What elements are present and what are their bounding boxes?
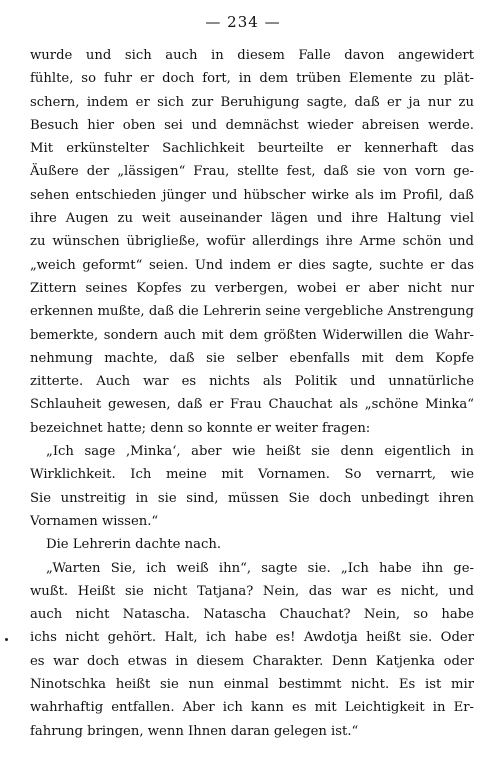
text-line: Vornamen wissen.“ — [30, 513, 159, 529]
text-line: Besuch hier oben sei und demnächst wieder abreisen werde. — [30, 117, 474, 133]
text-line: Mit erkünstelter Sachlichkeit beurteilte er kennerhaft das — [30, 141, 474, 157]
text-line: „weich geformt“ seien. Und indem er dies sagte, suchte er das — [30, 257, 474, 273]
body-text — [30, 44, 474, 743]
text-line: nehmung machte, daß sie selber ebenfalls mit dem Kopfe — [30, 350, 474, 366]
text-line: zu wünschen übrigließe, wofür allerdings ihre Arme schön und — [30, 234, 474, 250]
text-line: schern, indem er sich zur Beruhigung sagte, daß er ja nur zu — [30, 94, 474, 110]
text-line: Äußere der „lässigen“ Frau, stellte fest, daß sie von vorn ge- — [30, 164, 474, 180]
text-line: sehen entschieden jünger und hübscher wirke als im Profil, daß — [30, 187, 474, 203]
text-line: Sie unstreitig in sie sind, müssen Sie doch unbedingt ihren — [30, 490, 474, 506]
text-line: Die Lehrerin dachte nach. — [46, 537, 222, 553]
ink-speck — [5, 638, 8, 641]
text-line: „Ich sage ‚Minka‘, aber wie heißt sie denn eigentlich in — [46, 444, 474, 460]
text-line: „Warten Sie, ich weiß ihn“, sagte sie. „Ich habe ihn ge- — [46, 560, 474, 576]
text-line: erkennen mußte, daß die Lehrerin seine vergebliche Anstrengung — [30, 304, 474, 320]
text-line: fahrung bringen, wenn Ihnen daran gelegen ist.“ — [30, 723, 359, 739]
text-line: wahrhaftig entfallen. Aber ich kann es mit Leichtigkeit in Er- — [30, 700, 474, 716]
text-line: Wirklichkeit. Ich meine mit Vornamen. So vernarrt, wie — [30, 467, 474, 483]
text-line: wußt. Heißt sie nicht Tatjana? Nein, das war es nicht, und — [30, 583, 474, 599]
text-line: fühlte, so fuhr er doch fort, in dem trüben Elemente zu plät- — [30, 71, 474, 87]
page-number: — 234 — — [205, 13, 281, 31]
text-line: bezeichnet hatte; denn so konnte er weiter fragen: — [30, 420, 371, 436]
text-line: es war doch etwas in diesem Charakter. Denn Katjenka oder — [30, 653, 474, 669]
text-line: Schlauheit gewesen, daß er Frau Chauchat als „schöne Minka“ — [30, 397, 474, 413]
text-line: ihre Augen zu weit auseinander lägen und ihre Haltung viel — [30, 211, 474, 227]
text-line: zitterte. Auch war es nichts als Politik und unnatürliche — [30, 374, 474, 390]
text-line: ichs nicht gehört. Halt, ich habe es! Awdotja heißt sie. Oder — [30, 630, 474, 646]
text-line: Zittern seines Kopfes zu verbergen, wobei er aber nicht nur — [30, 280, 474, 296]
text-line: auch nicht Natascha. Natascha Chauchat? Nein, so habe — [30, 607, 474, 623]
text-line: bemerkte, sondern auch mit dem größten Widerwillen die Wahr- — [30, 327, 474, 343]
text-line: wurde und sich auch in diesem Falle davon angewidert — [30, 48, 474, 63]
text-line: Ninotschka heißt sie nun einmal bestimmt nicht. Es ist mir — [30, 677, 474, 693]
